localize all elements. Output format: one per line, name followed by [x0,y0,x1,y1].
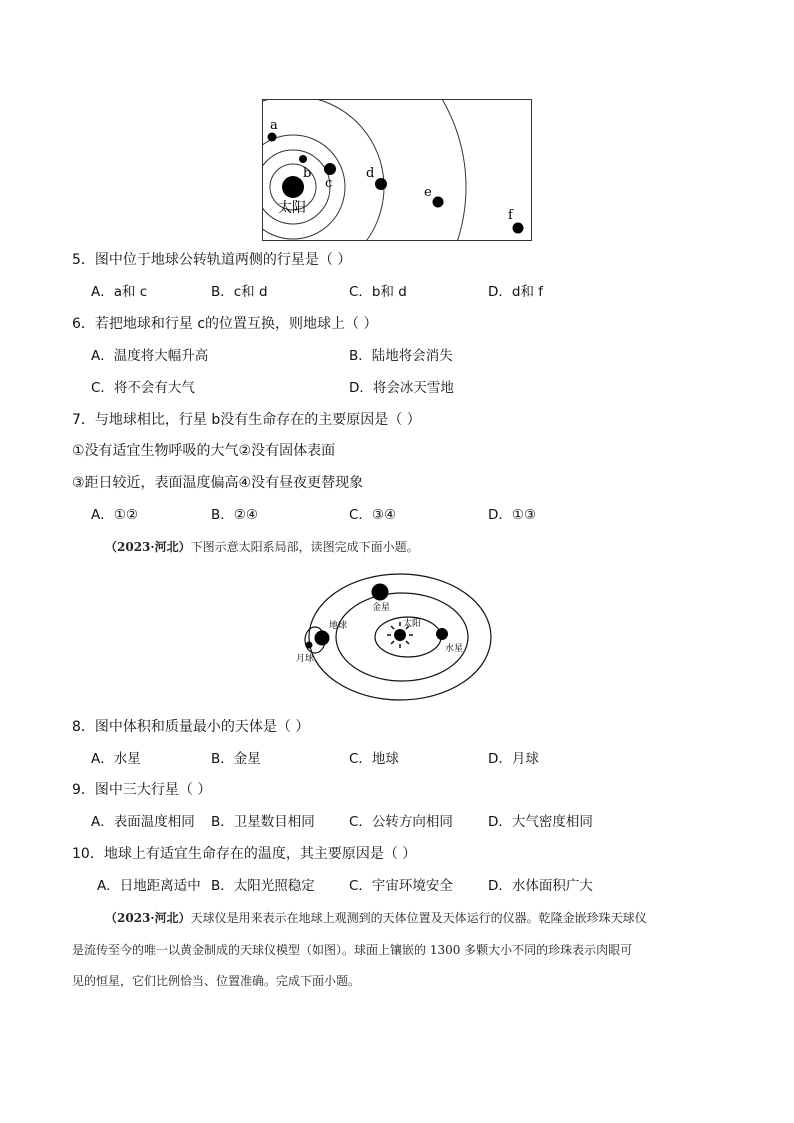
q7-option-a[interactable]: A．①② [91,507,138,523]
sun-body [394,629,406,641]
q7-option-c[interactable]: C．③④ [349,507,397,523]
planet-b [299,155,307,163]
label-sun: 太阳 [278,200,306,216]
label-c: c [325,176,333,191]
q6-option-b[interactable]: B．陆地将会消失 [349,348,453,364]
planet-d [375,178,387,190]
intro-2 [105,537,419,557]
q10-option-d[interactable]: D．水体面积广大 [488,878,593,894]
planet-a [268,133,277,142]
q9-option-d[interactable]: D．大气密度相同 [488,814,593,830]
question-9-stem: 9．图中三大行星（ ） [72,782,212,798]
intro-3-source: （2023·河北） [105,911,191,925]
question-7-stem: 7．与地球相比，行星 b没有生命存在的主要原因是（ ） [72,412,421,428]
q10-option-b[interactable]: B．太阳光照稳定 [211,878,315,894]
q6-option-c[interactable]: C．将不会有大气 [91,380,195,396]
question-10-stem: 10．地球上有适宜生命存在的温度，其主要原因是（ ） [72,846,417,862]
q9-option-a[interactable]: A．表面温度相同 [91,814,195,830]
label-f: f [508,208,513,223]
label-b: b [303,166,312,181]
intro-3-line-2: 是流传至今的唯一以黄金制成的天球仪模型（如图）。球面上镶嵌的 1300 多颗大小不同的珍珠表示肉眼可 [72,943,633,957]
q7-option-b[interactable]: B．②④ [211,507,258,523]
q5-option-b[interactable]: B．c和 d [211,284,268,300]
planet-mercury [436,628,448,640]
planet-venus [372,584,389,601]
q6-option-a[interactable]: A．温度将大幅升高 [91,348,209,364]
planet-f [513,223,524,234]
label-e: e [424,185,432,200]
intro-3-line-3: 见的恒星，它们比例恰当、位置准确。完成下面小题。 [72,974,361,988]
q8-option-c[interactable]: C．地球 [349,751,399,767]
q7-option-d[interactable]: D．①③ [488,507,537,523]
solar-local-svg [296,568,500,704]
planet-moon [306,642,313,649]
label-earth: 地球 [329,621,348,631]
q6-option-d[interactable]: D．将会冰天雪地 [349,380,454,396]
label-venus: 金星 [372,603,391,613]
q10-option-c[interactable]: C．宇宙环境安全 [349,878,453,894]
label-d: d [366,166,375,181]
q8-option-b[interactable]: B．金星 [211,751,261,767]
planet-c [324,163,336,175]
figure-orbits [262,99,532,241]
question-5-stem: 5．图中位于地球公转轨道两侧的行星是（ ） [72,252,352,268]
planet-earth [315,631,330,646]
question-6-stem: 6．若把地球和行星 c的位置互换，则地球上（ ） [72,316,378,332]
label-a: a [270,118,278,133]
sun-dot [282,176,304,198]
q10-option-a[interactable]: A．日地距离适中 [97,878,201,894]
intro-2-source: （2023·河北） [105,540,191,554]
q8-option-a[interactable]: A．水星 [91,751,141,767]
intro-2-text: 下图示意太阳系局部，读图完成下面小题。 [190,540,419,554]
q5-option-d[interactable]: D．d和 f [488,284,544,300]
q8-option-d[interactable]: D．月球 [488,751,539,767]
q9-option-b[interactable]: B．卫星数目相同 [211,814,315,830]
label-moon: 月球 [296,654,315,664]
label-mercury: 水星 [445,644,464,654]
q5-option-c[interactable]: C．b和 d [349,284,407,300]
figure-solar-local [296,568,500,704]
planet-e [433,197,444,208]
q7-statements-2: ③距日较近，表面温度偏高④没有昼夜更替现象 [72,475,364,491]
q9-option-c[interactable]: C．公转方向相同 [349,814,453,830]
orbits-svg [262,99,532,241]
intro-3-line-1 [105,908,647,928]
label-sun: 太阳 [403,619,422,629]
question-8-stem: 8．图中体积和质量最小的天体是（ ） [72,719,310,735]
intro-3-text-1: 天球仪是用来表示在地球上观测到的天体位置及天体运行的仪器。乾隆金嵌珍珠天球仪 [190,911,647,925]
q7-statements-1: ①没有适宜生物呼吸的大气②没有固体表面 [72,443,336,459]
q5-option-a[interactable]: A．a和 c [91,284,148,300]
